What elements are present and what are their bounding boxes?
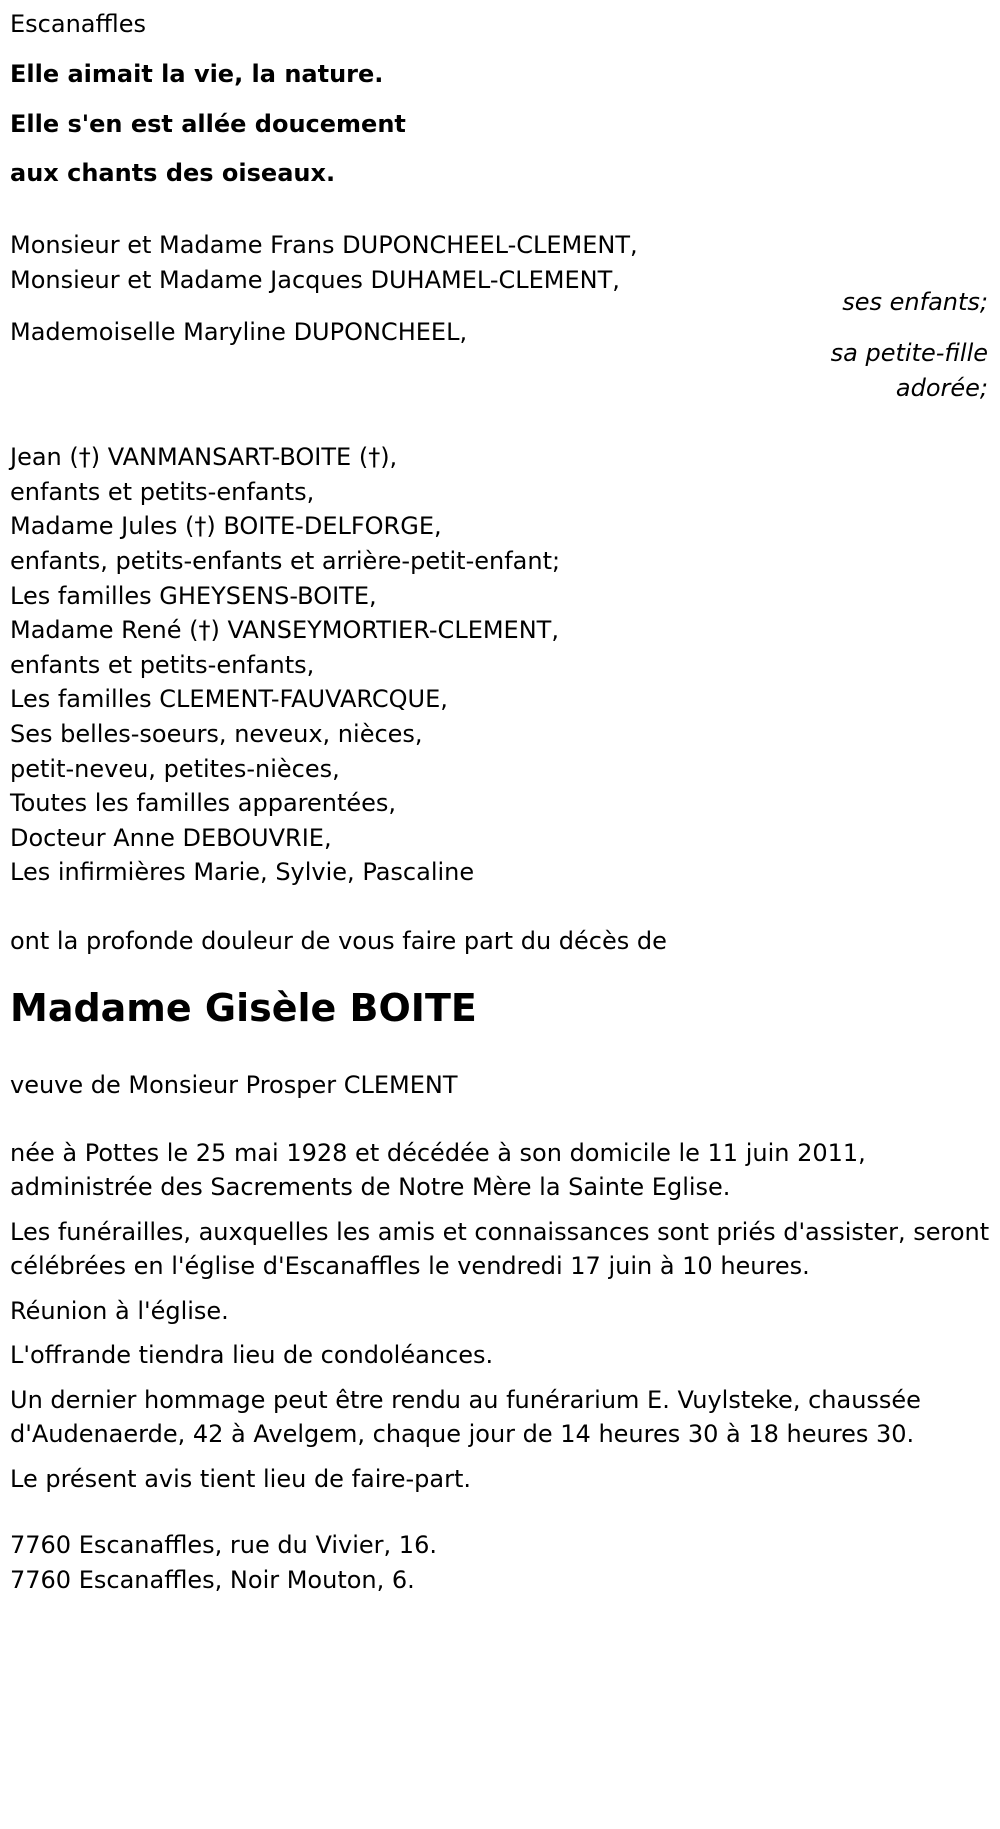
detail-paragraph: Un dernier hommage peut être rendu au funérarium E. Vuylsteke, chaussée d'Audenaerde, 42 à Avelgem, chaque jour de 14 heures 30 à 18 heures 30.: [10, 1385, 921, 1448]
location-header: Escanaffles: [10, 10, 146, 38]
granddaughter-relation-1: sa petite-fille: [830, 339, 988, 368]
family-line: enfants et petits-enfants,: [10, 650, 315, 679]
quote-line-2: Elle s'en est allée doucement: [10, 109, 406, 138]
family-line: Les infirmières Marie, Sylvie, Pascaline: [10, 858, 475, 887]
detail-paragraph: Les funérailles, auxquelles les amis et connaissances sont priés d'assister, seront célébrées en l'église d'Escanaffles le vendredi 17 juin à 10 heures.: [10, 1217, 990, 1280]
family-section: [10, 440, 988, 890]
family-line: Toutes les familles apparentées,: [10, 789, 397, 818]
address-line: 7760 Escanaffles, rue du Vivier, 16.: [10, 1531, 437, 1559]
granddaughter-section: [10, 312, 988, 440]
family-line: Les familles GHEYSENS-BOITE,: [10, 581, 377, 610]
detail-paragraph: Le présent avis tient lieu de faire-part.: [10, 1464, 472, 1493]
family-line: Les familles CLEMENT-FAUVARCQUE,: [10, 685, 448, 714]
granddaughter-line: Mademoiselle Maryline DUPONCHEEL,: [10, 318, 468, 347]
family-line: petit-neveu, petites-nièces,: [10, 754, 340, 783]
addresses-section: [10, 1528, 990, 1598]
child-line: Monsieur et Madame Jacques DUHAMEL-CLEMENT,: [10, 266, 620, 295]
family-line: enfants, petits-enfants et arrière-petit-enfant;: [10, 546, 561, 575]
detail-paragraph: L'offrande tiendra lieu de condoléances.: [10, 1341, 494, 1369]
family-line: Madame Jules (†) BOITE-DELFORGE,: [10, 512, 442, 541]
detail-paragraph: née à Pottes le 25 mai 1928 et décédée à son domicile le 11 juin 2011, administrée des Sacrements de Notre Mère la Sainte Eglise.: [10, 1138, 866, 1201]
family-line: Jean (†) VANMANSART-BOITE (†),: [10, 443, 398, 472]
detail-paragraph: Réunion à l'église.: [10, 1296, 229, 1325]
family-line: Ses belles-soeurs, neveux, nièces,: [10, 719, 423, 748]
announcement-text: ont la profonde douleur de vous faire part du décès de: [10, 926, 667, 955]
widow-of-text: veuve de Monsieur Prosper CLEMENT: [10, 1070, 458, 1099]
address-line: 7760 Escanaffles, Noir Mouton, 6.: [10, 1566, 415, 1594]
granddaughter-relation-2: adorée;: [895, 374, 988, 403]
children-section: [10, 228, 988, 317]
family-line: Madame René (†) VANSEYMORTIER-CLEMENT,: [10, 616, 559, 645]
children-relation: ses enfants;: [842, 288, 988, 317]
quote-line-3: aux chants des oiseaux.: [10, 159, 336, 188]
family-line: Docteur Anne DEBOUVRIE,: [10, 823, 332, 852]
family-line: enfants et petits-enfants,: [10, 477, 315, 506]
child-line: Monsieur et Madame Frans DUPONCHEEL-CLEMENT,: [10, 231, 638, 260]
details-section: [10, 1136, 990, 1497]
quote-line-1: Elle aimait la vie, la nature.: [10, 59, 384, 88]
deceased-name: Madame Gisèle BOITE: [10, 985, 477, 1030]
